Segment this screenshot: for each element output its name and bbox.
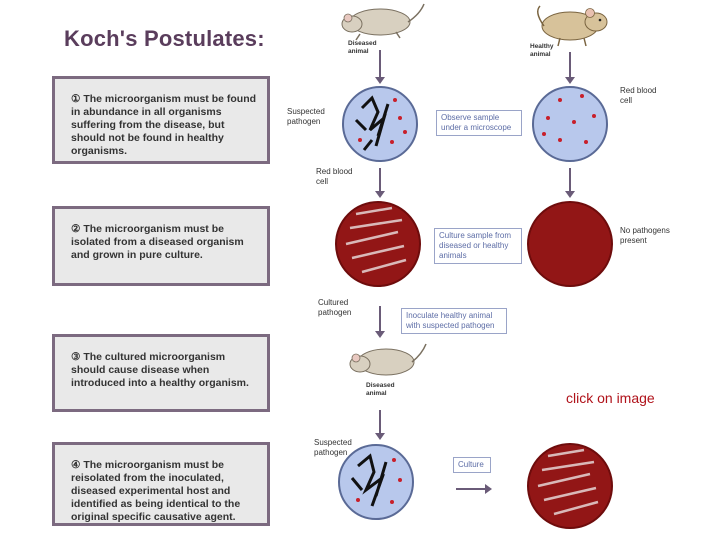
postulate-2-text: The microorganism must be isolated from a diseased organism and grown in pure culture. xyxy=(71,223,244,261)
postulate-3-text: The cultured microorganism should cause disease when introduced into a healthy organism. xyxy=(71,351,249,389)
label-cultured-pathogen: Cultured pathogen xyxy=(318,298,352,317)
page-title: Koch's Postulates: xyxy=(64,26,265,51)
label-no-pathogens: No pathogens present xyxy=(620,226,670,245)
label-red-blood-cell-1: Red blood cell xyxy=(316,167,353,186)
note-culture: Culture xyxy=(453,457,491,473)
postulate-2-number: ② xyxy=(71,223,81,235)
note-inoculate: Inoculate healthy animal with suspected pathogen xyxy=(401,308,507,334)
label-diseased-animal: Diseased animal xyxy=(348,40,377,55)
arrow-mouse-to-dish xyxy=(379,410,381,434)
healthy-mouse-icon xyxy=(538,6,607,46)
label-suspected-pathogen-2: Suspected pathogen xyxy=(314,438,352,457)
label-red-blood-cell-2: Red blood cell xyxy=(620,86,657,105)
diseased-mouse-2-icon xyxy=(350,344,426,375)
postulate-1-number: ① xyxy=(71,93,81,105)
label-diseased-animal-2: Diseased animal xyxy=(366,382,395,397)
note-culture-sample: Culture sample from diseased or healthy animals xyxy=(434,228,522,264)
arrow-healthy-to-dish xyxy=(569,52,571,78)
culture-dish-diseased xyxy=(336,202,420,286)
healthy-sample-dish xyxy=(533,87,607,161)
culture-dish-healthy xyxy=(528,202,612,286)
postulate-1-text: The microorganism must be found in abundance in all organisms suffering from the disease, but should not be found in healthy organisms. xyxy=(71,93,257,157)
diseased-mouse-icon xyxy=(342,4,424,40)
postulate-4-text: The microorganism must be reisolated from the inoculated, diseased experimental host and identified as being identical to the original specific causative agent. xyxy=(71,459,241,523)
culture-dish-reisolated xyxy=(528,444,612,528)
arrow-dish-to-culture-2 xyxy=(569,168,571,192)
diseased-sample-dish xyxy=(343,87,417,161)
arrow-dish-to-culture-1 xyxy=(379,168,381,192)
arrow-culture-to-mouse xyxy=(379,306,381,332)
label-healthy-animal: Healthy animal xyxy=(530,43,554,58)
arrow-dish-to-culture-3 xyxy=(456,488,486,490)
note-observe-sample: Observe sample under a microscope xyxy=(436,110,522,136)
postulate-3-number: ③ xyxy=(71,351,81,363)
label-suspected-pathogen: Suspected pathogen xyxy=(287,107,325,126)
click-on-image-link[interactable]: click on image xyxy=(566,390,655,406)
postulate-4-number: ④ xyxy=(71,459,81,471)
